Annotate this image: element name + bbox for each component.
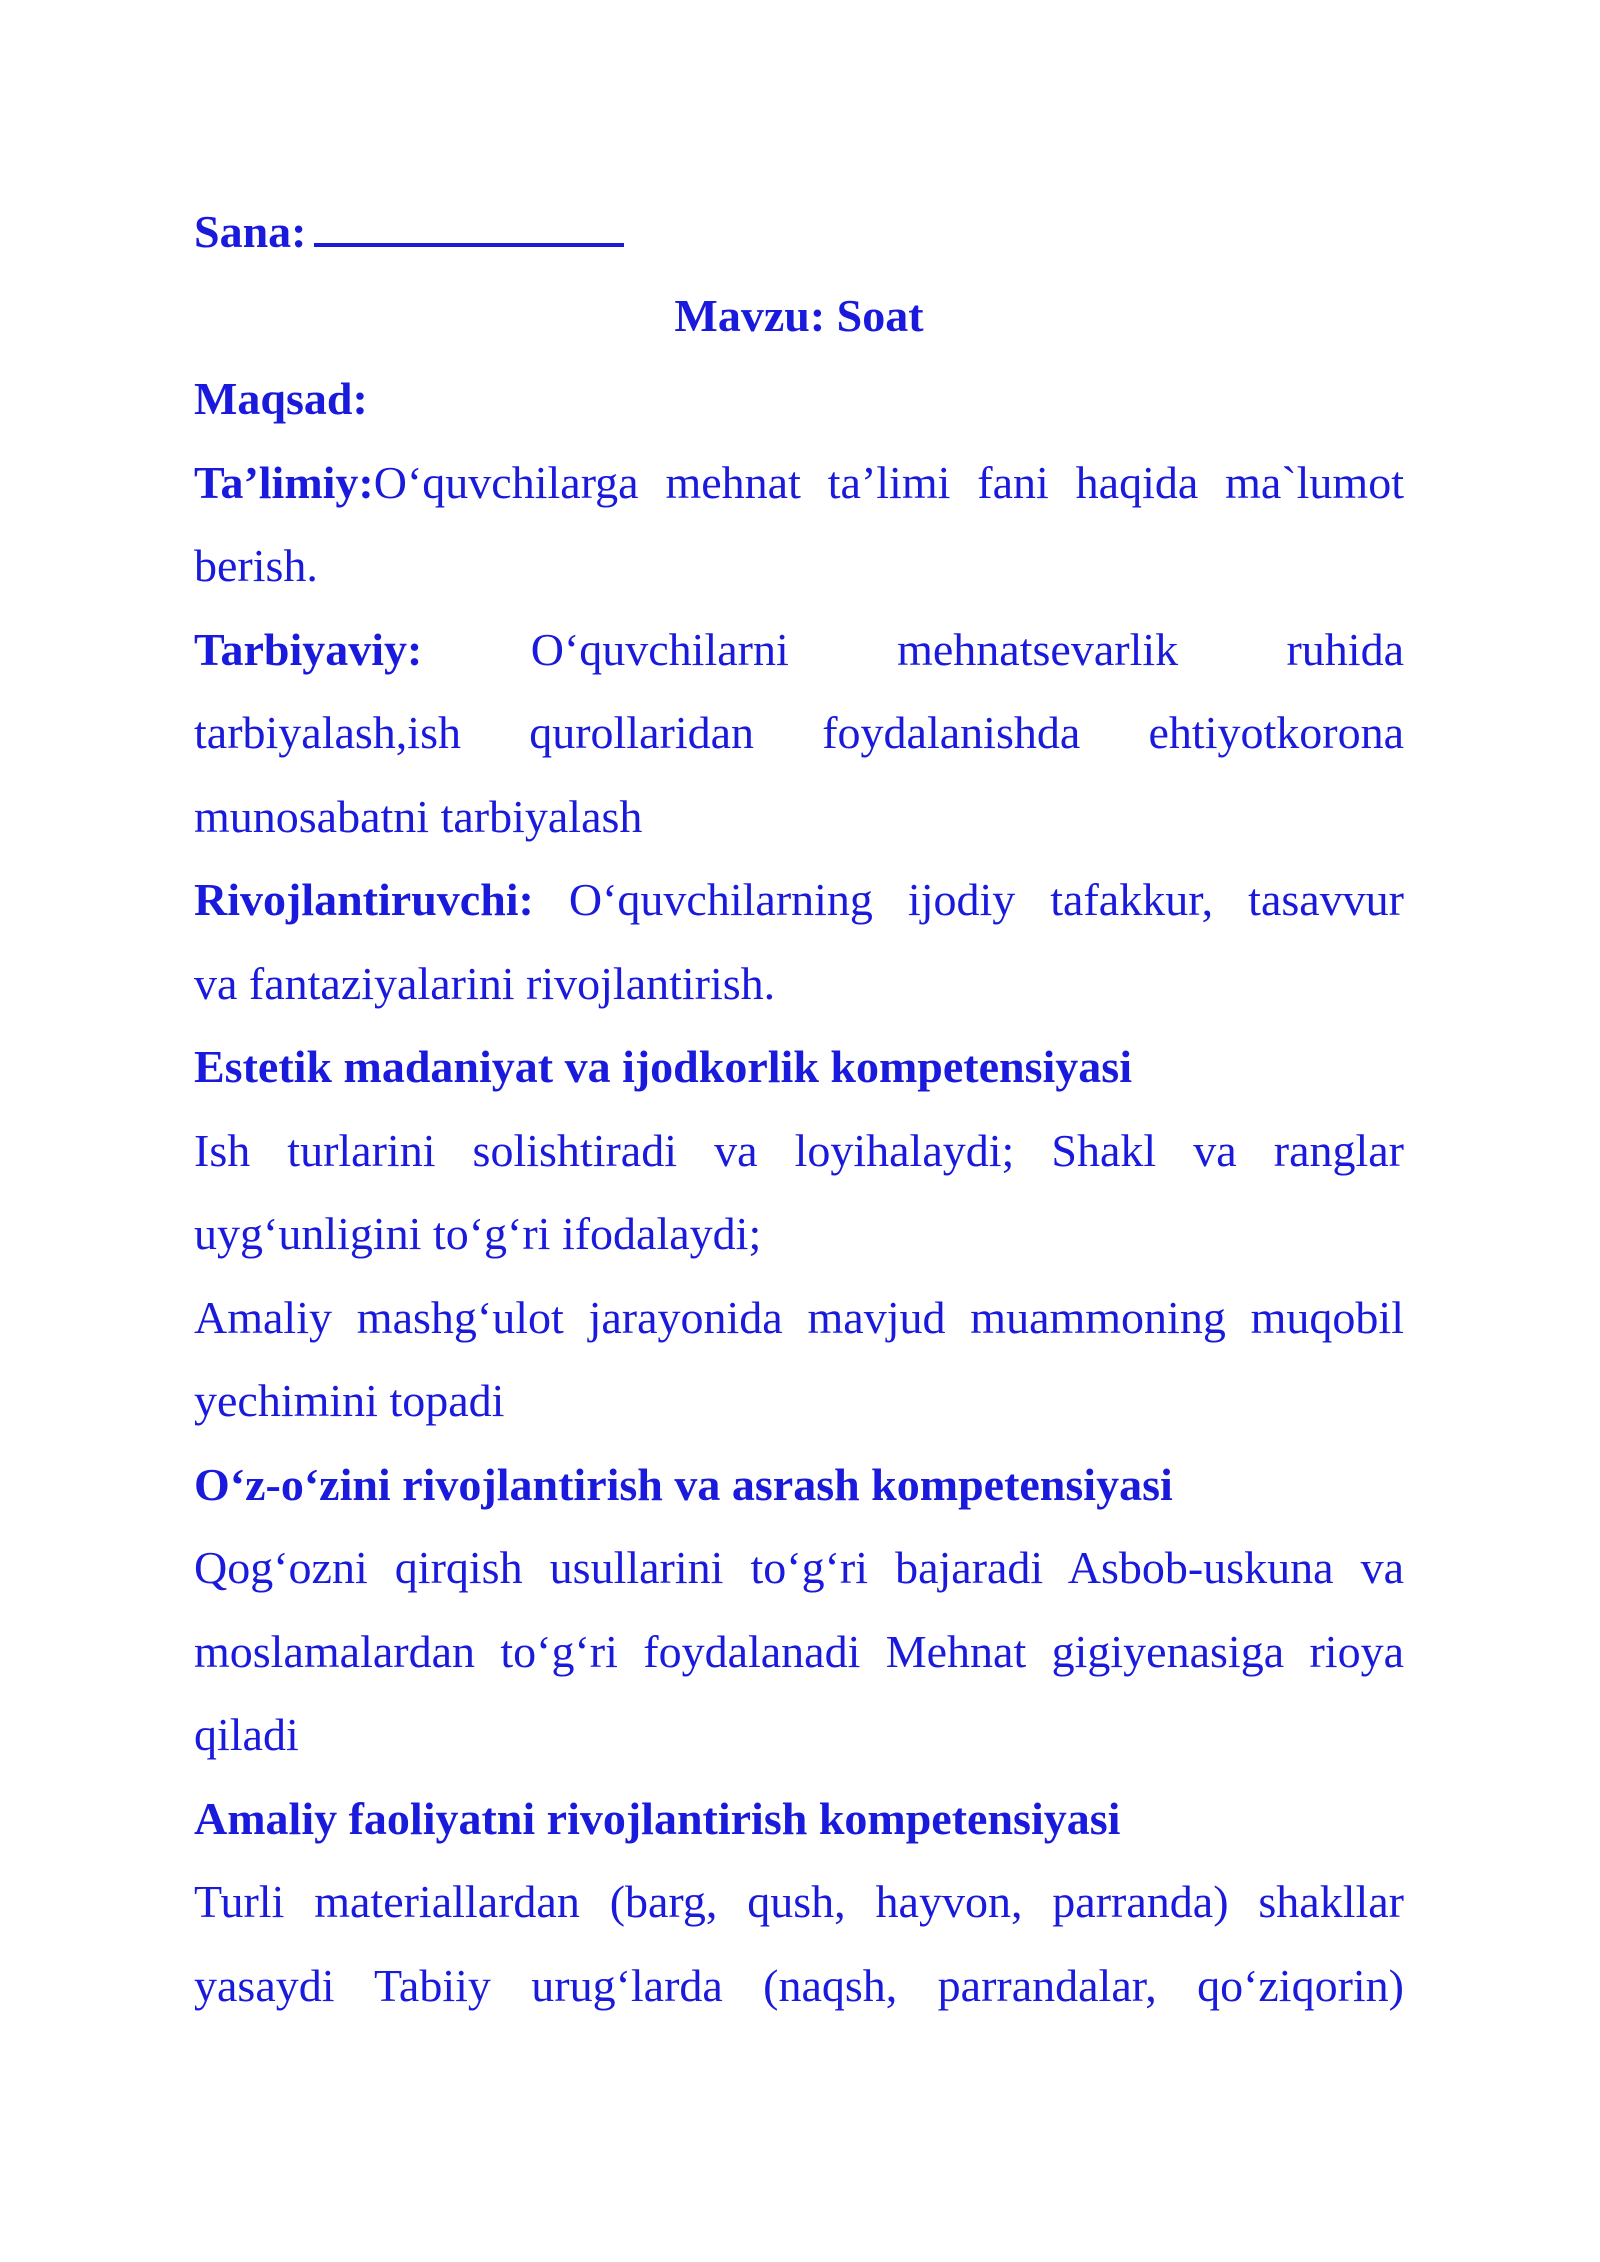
aesthetic-competence-line-4: yechimini topadi [194, 1375, 505, 1426]
date-blank-field [314, 203, 624, 247]
upbringing-goal-line-3: munosabatni tarbiyalash [194, 790, 643, 842]
topic-title: Mavzu: Soat [674, 289, 924, 341]
goal-heading: Maqsad: [194, 373, 368, 424]
educational-goal-label: Ta’limiy: [194, 456, 374, 508]
self-development-competence-line-3: qiladi [194, 1709, 299, 1760]
aesthetic-competence-line-3: Amaliy mashg‘ulot jarayonida mavjud muammoning muqobil [194, 1291, 1404, 1343]
developing-goal-line-1 [194, 858, 1404, 942]
upbringing-goal-text: O‘quvchilarni mehnatsevarlik ruhida [530, 623, 1405, 675]
developing-goal-line-2: va fantaziyalarini rivojlantirish. [194, 957, 776, 1009]
upbringing-goal-line-1 [194, 608, 1404, 692]
educational-goal-text: O‘quvchilarga mehnat ta’limi fani haqida ma`lumot [373, 456, 1404, 508]
developing-goal-text: O‘quvchilarning ijodiy tafakkur, tasavvur [568, 874, 1404, 925]
self-development-competence-line-2: moslamalardan to‘g‘ri foydalanadi Mehnat gigiyenasiga rioya [194, 1625, 1404, 1677]
upbringing-goal-label: Tarbiyaviy: [194, 623, 423, 675]
date-label: Sana: [194, 206, 307, 257]
educational-goal-line-2: berish. [194, 540, 318, 591]
document-body [194, 190, 1404, 2027]
practical-competence-line-1: Turli materiallardan (barg, qush, hayvon, parranda) shakllar [194, 1876, 1404, 1927]
date-line [194, 190, 1404, 274]
upbringing-goal-line-2: tarbiyalash,ish qurollaridan foydalanishda ehtiyotkorona [194, 707, 1404, 758]
aesthetic-competence-line-1: Ish turlarini solishtiradi va loyihalaydi; Shakl va ranglar [194, 1124, 1404, 1176]
self-development-competence-line-1: Qog‘ozni qirqish usullarini to‘g‘ri bajaradi Asbob-uskuna va [194, 1542, 1404, 1593]
developing-goal-label: Rivojlantiruvchi: [194, 874, 534, 925]
practical-competence-line-2: yasaydi Tabiiy urug‘larda (naqsh, parrandalar, qo‘ziqorin) [194, 1959, 1404, 2011]
aesthetic-competence-heading: Estetik madaniyat va ijodkorlik kompetensiyasi [194, 1041, 1132, 1092]
educational-goal-line-1 [194, 441, 1404, 525]
practical-competence-heading: Amaliy faoliyatni rivojlantirish kompetensiyasi [194, 1792, 1121, 1844]
self-development-competence-heading: O‘z-o‘zini rivojlantirish va asrash kompetensiyasi [194, 1458, 1173, 1510]
aesthetic-competence-line-2: uyg‘unligini to‘g‘ri ifodalaydi; [194, 1208, 762, 1259]
